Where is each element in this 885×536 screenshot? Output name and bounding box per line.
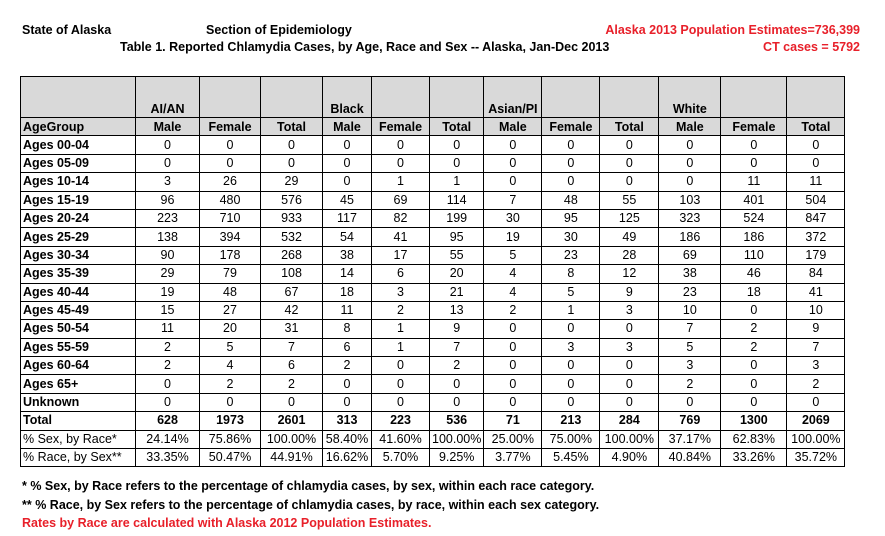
table-cell: 0 xyxy=(659,173,721,191)
table-cell: 95 xyxy=(542,209,600,227)
column-header-male: Male xyxy=(484,118,542,136)
table-cell: 3 xyxy=(787,357,845,375)
row-label: Unknown xyxy=(21,393,136,411)
table-cell: 0 xyxy=(430,393,484,411)
table-cell: 536 xyxy=(430,412,484,430)
table-cell: 1300 xyxy=(721,412,787,430)
table-cell: 2 xyxy=(323,357,372,375)
table-cell: 4 xyxy=(484,265,542,283)
table-cell: 0 xyxy=(659,154,721,172)
column-header-female: Female xyxy=(542,118,600,136)
table-cell: 10 xyxy=(659,301,721,319)
table-cell: 20 xyxy=(430,265,484,283)
table-cell: 0 xyxy=(600,136,659,154)
table-cell: 12 xyxy=(600,265,659,283)
table-row xyxy=(21,283,845,301)
table-row xyxy=(21,320,845,338)
table-cell: 0 xyxy=(261,393,323,411)
table-cell: 138 xyxy=(136,228,200,246)
table-cell: 23 xyxy=(659,283,721,301)
table-cell: 0 xyxy=(372,375,430,393)
table-row xyxy=(21,246,845,264)
table-cell: 0 xyxy=(261,154,323,172)
table-cell: 8 xyxy=(542,265,600,283)
table-cell: 0 xyxy=(787,154,845,172)
table-cell: 19 xyxy=(136,283,200,301)
table-cell: 30 xyxy=(542,228,600,246)
table-cell: 4 xyxy=(200,357,261,375)
race-header-aian: AI/AN xyxy=(136,77,200,118)
table-cell: 0 xyxy=(323,375,372,393)
footnote-sex-by-race: * % Sex, by Race refers to the percentage of chlamydia cases, by sex, within each race category. xyxy=(22,479,595,493)
table-cell: 82 xyxy=(372,209,430,227)
table-cell: 1 xyxy=(372,173,430,191)
ct-cases-count: CT cases = 5792 xyxy=(763,40,860,54)
table-cell: 532 xyxy=(261,228,323,246)
table-cell: 4 xyxy=(484,283,542,301)
table-cell: 84 xyxy=(787,265,845,283)
table-cell: 0 xyxy=(372,154,430,172)
table-cell: 933 xyxy=(261,209,323,227)
table-cell: 0 xyxy=(484,338,542,356)
table-cell: 96 xyxy=(136,191,200,209)
table-cell: 16.62% xyxy=(323,449,372,467)
table-cell: 100.00% xyxy=(261,430,323,448)
table-cell: 0 xyxy=(372,136,430,154)
table-cell: 11 xyxy=(721,173,787,191)
table-cell: 55 xyxy=(600,191,659,209)
table-cell: 0 xyxy=(323,173,372,191)
table-cell: 0 xyxy=(136,393,200,411)
table-cell: 30 xyxy=(484,209,542,227)
table-cell: 31 xyxy=(261,320,323,338)
table-cell: 8 xyxy=(323,320,372,338)
table-cell: 480 xyxy=(200,191,261,209)
row-label: Ages 65+ xyxy=(21,375,136,393)
table-cell: 25.00% xyxy=(484,430,542,448)
table-cell: 6 xyxy=(261,357,323,375)
table-cell: 18 xyxy=(323,283,372,301)
table-cell: 0 xyxy=(430,375,484,393)
table-cell: 628 xyxy=(136,412,200,430)
table-cell: 0 xyxy=(721,357,787,375)
population-estimate: Alaska 2013 Population Estimates=736,399 xyxy=(605,23,860,37)
table-cell: 0 xyxy=(430,136,484,154)
table-cell: 71 xyxy=(484,412,542,430)
table-cell: 33.26% xyxy=(721,449,787,467)
table-cell: 3 xyxy=(600,338,659,356)
table-cell: 179 xyxy=(787,246,845,264)
table-cell: 62.83% xyxy=(721,430,787,448)
table-cell: 5.45% xyxy=(542,449,600,467)
table-cell: 40.84% xyxy=(659,449,721,467)
column-header-female: Female xyxy=(721,118,787,136)
race-header-white: White xyxy=(659,77,721,118)
table-cell: 100.00% xyxy=(787,430,845,448)
row-label: Ages 30-34 xyxy=(21,246,136,264)
column-header-total: Total xyxy=(261,118,323,136)
table-cell: 710 xyxy=(200,209,261,227)
row-label: Ages 55-59 xyxy=(21,338,136,356)
table-row xyxy=(21,301,845,319)
table-cell: 223 xyxy=(136,209,200,227)
table-cell: 0 xyxy=(659,393,721,411)
table-cell: 3 xyxy=(600,301,659,319)
table-cell: 125 xyxy=(600,209,659,227)
table-row xyxy=(21,338,845,356)
column-header-total: Total xyxy=(600,118,659,136)
row-label: Ages 10-14 xyxy=(21,173,136,191)
table-row xyxy=(21,375,845,393)
table-cell: 0 xyxy=(542,375,600,393)
table-cell: 24.14% xyxy=(136,430,200,448)
table-cell: 6 xyxy=(372,265,430,283)
table-cell: 2 xyxy=(484,301,542,319)
table-cell: 41 xyxy=(372,228,430,246)
table-cell: 0 xyxy=(600,357,659,375)
table-cell: 48 xyxy=(542,191,600,209)
table-cell: 3 xyxy=(542,338,600,356)
table-cell: 9 xyxy=(600,283,659,301)
table-cell: 38 xyxy=(323,246,372,264)
table-row xyxy=(21,191,845,209)
column-header-total: Total xyxy=(430,118,484,136)
column-header-female: Female xyxy=(200,118,261,136)
table-cell: 20 xyxy=(200,320,261,338)
table-cell: 178 xyxy=(200,246,261,264)
table-cell: 0 xyxy=(787,393,845,411)
table-cell: 28 xyxy=(600,246,659,264)
table-cell: 268 xyxy=(261,246,323,264)
table-cell: 0 xyxy=(659,136,721,154)
chlamydia-cases-table xyxy=(20,76,845,467)
table-cell: 0 xyxy=(542,357,600,375)
table-cell: 79 xyxy=(200,265,261,283)
table-cell: 48 xyxy=(200,283,261,301)
race-header-row xyxy=(21,77,845,118)
table-row xyxy=(21,209,845,227)
table-cell: 2 xyxy=(721,338,787,356)
table-cell: 0 xyxy=(542,320,600,338)
table-cell: 54 xyxy=(323,228,372,246)
column-header-male: Male xyxy=(659,118,721,136)
table-cell: 2 xyxy=(787,375,845,393)
table-cell: 100.00% xyxy=(430,430,484,448)
table-cell: 5.70% xyxy=(372,449,430,467)
table-cell: 42 xyxy=(261,301,323,319)
table-cell: 49 xyxy=(600,228,659,246)
table-cell: 21 xyxy=(430,283,484,301)
table-cell: 0 xyxy=(721,375,787,393)
race-header-asian-pi: Asian/PI xyxy=(484,77,542,118)
table-cell: 0 xyxy=(542,393,600,411)
table-cell: 0 xyxy=(200,136,261,154)
table-cell: 0 xyxy=(787,136,845,154)
table-cell: 0 xyxy=(484,154,542,172)
footnote-population-note: Rates by Race are calculated with Alaska 2012 Population Estimates. xyxy=(22,516,432,530)
table-cell: 41.60% xyxy=(372,430,430,448)
table-cell: 0 xyxy=(136,136,200,154)
table-row xyxy=(21,154,845,172)
table-cell: 23 xyxy=(542,246,600,264)
table-cell: 19 xyxy=(484,228,542,246)
table-cell: 95 xyxy=(430,228,484,246)
table-cell: 9.25% xyxy=(430,449,484,467)
table-cell: 0 xyxy=(721,301,787,319)
table-cell: 769 xyxy=(659,412,721,430)
table-cell: 1 xyxy=(430,173,484,191)
row-label: Ages 05-09 xyxy=(21,154,136,172)
table-cell: 0 xyxy=(600,375,659,393)
table-cell: 213 xyxy=(542,412,600,430)
table-body xyxy=(21,136,845,467)
table-cell: 14 xyxy=(323,265,372,283)
table-cell: 29 xyxy=(136,265,200,283)
table-cell: 2 xyxy=(136,338,200,356)
table-cell: 18 xyxy=(721,283,787,301)
table-cell: 0 xyxy=(372,393,430,411)
row-label: Ages 35-39 xyxy=(21,265,136,283)
table-cell: 2 xyxy=(136,357,200,375)
table-cell: 27 xyxy=(200,301,261,319)
row-label: Ages 45-49 xyxy=(21,301,136,319)
table-cell: 75.00% xyxy=(542,430,600,448)
row-label: Ages 25-29 xyxy=(21,228,136,246)
table-cell: 0 xyxy=(600,154,659,172)
table-cell: 2 xyxy=(659,375,721,393)
table-cell: 9 xyxy=(430,320,484,338)
table-cell: 90 xyxy=(136,246,200,264)
row-label: Ages 60-64 xyxy=(21,357,136,375)
table-cell: 110 xyxy=(721,246,787,264)
footnote-race-by-sex: ** % Race, by Sex refers to the percentage of chlamydia cases, by race, within each sex category. xyxy=(22,498,600,512)
table-cell: 3.77% xyxy=(484,449,542,467)
column-header-male: Male xyxy=(323,118,372,136)
table-cell: 100.00% xyxy=(600,430,659,448)
table-row xyxy=(21,357,845,375)
sex-header-row xyxy=(21,118,845,136)
table-cell: 2 xyxy=(430,357,484,375)
table-cell: 524 xyxy=(721,209,787,227)
table-cell: 103 xyxy=(659,191,721,209)
section-label: Section of Epidemiology xyxy=(206,23,352,37)
table-title: Table 1. Reported Chlamydia Cases, by Age, Race and Sex -- Alaska, Jan-Dec 2013 xyxy=(120,40,610,54)
table-cell: 0 xyxy=(484,173,542,191)
table-cell: 69 xyxy=(372,191,430,209)
table-cell: 313 xyxy=(323,412,372,430)
table-cell: 46 xyxy=(721,265,787,283)
row-label: Ages 50-54 xyxy=(21,320,136,338)
table-cell: 323 xyxy=(659,209,721,227)
table-cell: 2601 xyxy=(261,412,323,430)
table-cell: 1 xyxy=(372,320,430,338)
table-cell: 0 xyxy=(323,393,372,411)
table-cell: 0 xyxy=(323,154,372,172)
table-cell: 50.47% xyxy=(200,449,261,467)
table-cell: 186 xyxy=(659,228,721,246)
row-label: Ages 20-24 xyxy=(21,209,136,227)
table-cell: 15 xyxy=(136,301,200,319)
table-cell: 1973 xyxy=(200,412,261,430)
row-label: Total xyxy=(21,412,136,430)
table-cell: 108 xyxy=(261,265,323,283)
table-cell: 0 xyxy=(372,357,430,375)
table-cell: 0 xyxy=(136,154,200,172)
table-cell: 0 xyxy=(484,320,542,338)
table-cell: 11 xyxy=(323,301,372,319)
row-label: Ages 15-19 xyxy=(21,191,136,209)
row-label: Ages 40-44 xyxy=(21,283,136,301)
table-cell: 0 xyxy=(600,320,659,338)
table-cell: 3 xyxy=(136,173,200,191)
table-cell: 1 xyxy=(372,338,430,356)
table-cell: 0 xyxy=(721,136,787,154)
table-cell: 38 xyxy=(659,265,721,283)
table-cell: 44.91% xyxy=(261,449,323,467)
agegroup-header: AgeGroup xyxy=(21,118,136,136)
row-label: Ages 00-04 xyxy=(21,136,136,154)
table-cell: 5 xyxy=(484,246,542,264)
table-cell: 11 xyxy=(136,320,200,338)
row-label: % Sex, by Race* xyxy=(21,430,136,448)
table-cell: 401 xyxy=(721,191,787,209)
table-cell: 55 xyxy=(430,246,484,264)
table-cell: 0 xyxy=(484,375,542,393)
table-cell: 504 xyxy=(787,191,845,209)
table-cell: 223 xyxy=(372,412,430,430)
table-cell: 199 xyxy=(430,209,484,227)
table-row xyxy=(21,393,845,411)
race-header-black: Black xyxy=(323,77,372,118)
table-cell: 2 xyxy=(372,301,430,319)
table-cell: 75.86% xyxy=(200,430,261,448)
table-cell: 0 xyxy=(721,154,787,172)
table-cell: 0 xyxy=(323,136,372,154)
table-row xyxy=(21,228,845,246)
table-cell: 0 xyxy=(542,173,600,191)
table-cell: 394 xyxy=(200,228,261,246)
table-cell: 2 xyxy=(721,320,787,338)
table-cell: 7 xyxy=(787,338,845,356)
table-cell: 0 xyxy=(261,136,323,154)
table-cell: 3 xyxy=(659,357,721,375)
table-cell: 1 xyxy=(542,301,600,319)
table-cell: 0 xyxy=(721,393,787,411)
table-cell: 117 xyxy=(323,209,372,227)
row-label: % Race, by Sex** xyxy=(21,449,136,467)
table-row xyxy=(21,136,845,154)
table-cell: 847 xyxy=(787,209,845,227)
table-cell: 69 xyxy=(659,246,721,264)
table-cell: 0 xyxy=(200,154,261,172)
column-header-total: Total xyxy=(787,118,845,136)
table-cell: 7 xyxy=(430,338,484,356)
table-cell: 0 xyxy=(430,154,484,172)
table-cell: 576 xyxy=(261,191,323,209)
table-cell: 7 xyxy=(659,320,721,338)
table-cell: 0 xyxy=(542,136,600,154)
column-header-female: Female xyxy=(372,118,430,136)
table-cell: 5 xyxy=(200,338,261,356)
table-cell: 372 xyxy=(787,228,845,246)
table-cell: 7 xyxy=(261,338,323,356)
table-cell: 0 xyxy=(600,173,659,191)
pct-race-row xyxy=(21,449,845,467)
table-cell: 41 xyxy=(787,283,845,301)
table-cell: 45 xyxy=(323,191,372,209)
state-label: State of Alaska xyxy=(22,23,112,37)
pct-sex-row xyxy=(21,430,845,448)
table-cell: 17 xyxy=(372,246,430,264)
table-cell: 284 xyxy=(600,412,659,430)
table-cell: 13 xyxy=(430,301,484,319)
table-cell: 0 xyxy=(200,393,261,411)
table-cell: 7 xyxy=(484,191,542,209)
table-cell: 0 xyxy=(542,154,600,172)
table-cell: 67 xyxy=(261,283,323,301)
table-row xyxy=(21,173,845,191)
table-cell: 58.40% xyxy=(323,430,372,448)
table-cell: 35.72% xyxy=(787,449,845,467)
table-cell: 2 xyxy=(200,375,261,393)
table-cell: 114 xyxy=(430,191,484,209)
table-cell: 0 xyxy=(484,357,542,375)
table-cell: 3 xyxy=(372,283,430,301)
table-cell: 0 xyxy=(484,136,542,154)
total-row xyxy=(21,412,845,430)
table-cell: 29 xyxy=(261,173,323,191)
table-cell: 5 xyxy=(542,283,600,301)
table-cell: 186 xyxy=(721,228,787,246)
table-cell: 0 xyxy=(136,375,200,393)
table-cell: 0 xyxy=(600,393,659,411)
table-cell: 5 xyxy=(659,338,721,356)
table-cell: 26 xyxy=(200,173,261,191)
column-header-male: Male xyxy=(136,118,200,136)
table-cell: 37.17% xyxy=(659,430,721,448)
table-row xyxy=(21,265,845,283)
table-cell: 4.90% xyxy=(600,449,659,467)
table-cell: 9 xyxy=(787,320,845,338)
table-cell: 11 xyxy=(787,173,845,191)
corner-cell xyxy=(21,77,136,118)
table-cell: 0 xyxy=(484,393,542,411)
table-cell: 6 xyxy=(323,338,372,356)
table-cell: 10 xyxy=(787,301,845,319)
table-cell: 2069 xyxy=(787,412,845,430)
table-cell: 33.35% xyxy=(136,449,200,467)
table-cell: 2 xyxy=(261,375,323,393)
